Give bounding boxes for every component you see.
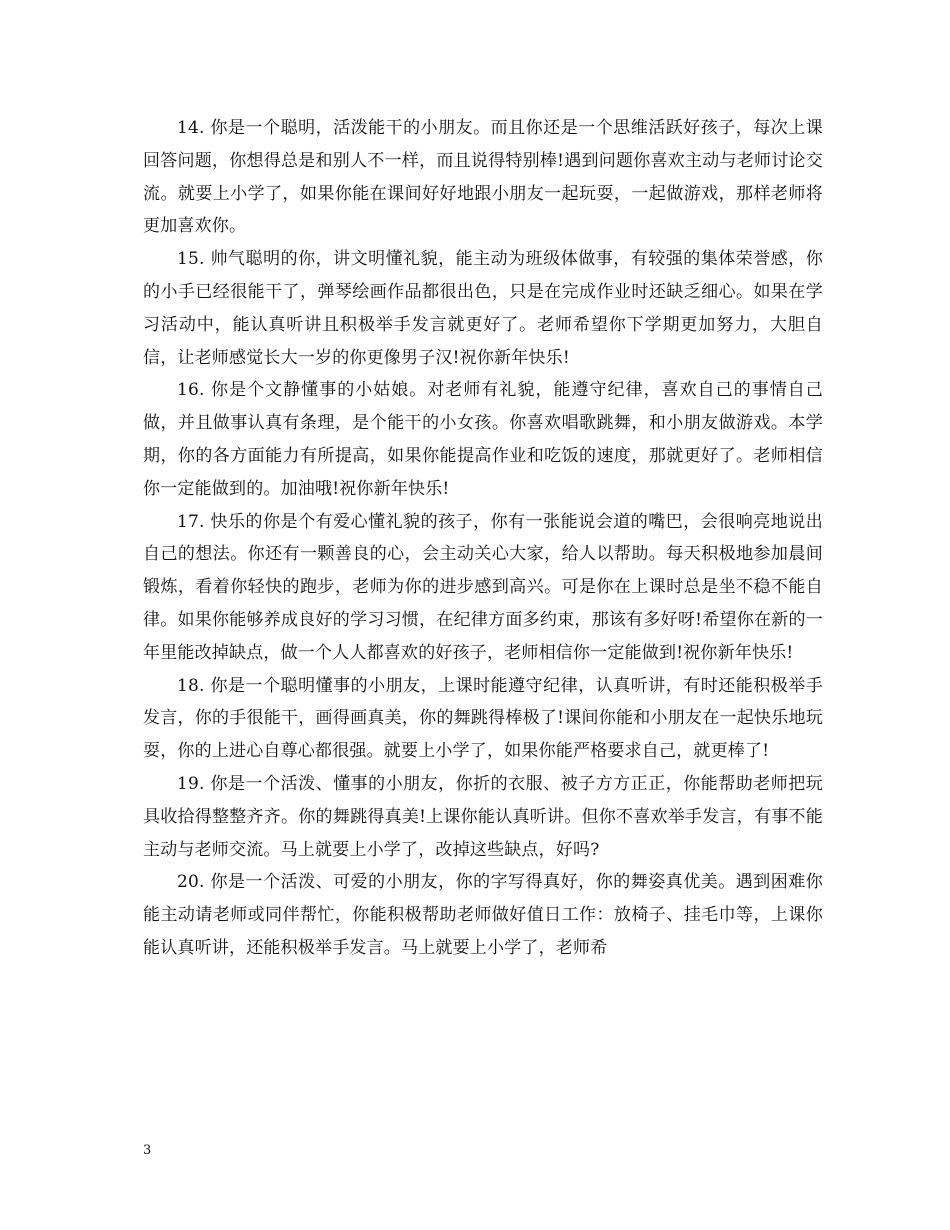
document-body — [143, 112, 823, 965]
paragraph-16: 16. 你是个文静懂事的小姑娘。对老师有礼貌，能遵守纪律，喜欢自己的事情自己做，并且做事认真有条理，是个能干的小女孩。你喜欢唱歌跳舞，和小朋友做游戏。本学期，你的各方面能力有所提高，如果你能提高作业和吃饭的速度，那就更好了。老师相信你一定能做到的。加油哦!祝你新年快乐! — [143, 380, 823, 499]
paragraph-17: 17. 快乐的你是个有爱心懂礼貌的孩子，你有一张能说会道的嘴巴，会很响亮地说出自己的想法。你还有一颗善良的心，会主动关心大家，给人以帮助。每天积极地参加晨间锻炼，看着你轻快的跑步，老师为你的进步感到高兴。可是你在上课时总是坐不稳不能自律。如果你能够养成良好的学习习惯，在纪律方面多约束，那该有多好呀!希望你在新的一年里能改掉缺点，做一个人人都喜欢的好孩子，老师相信你一定能做到!祝你新年快乐! — [143, 511, 823, 663]
paragraph-19: 19. 你是一个活泼、懂事的小朋友，你折的衣服、被子方方正正，你能帮助老师把玩具收拾得整整齐齐。你的舞跳得真美!上课你能认真听讲。但你不喜欢举手发言，有事不能主动与老师交流。马上就要上小学了，改掉这些缺点，好吗? — [143, 773, 823, 860]
page-number: 3 — [143, 1143, 152, 1158]
paragraph-14: 14. 你是一个聪明，活泼能干的小朋友。而且你还是一个思维活跃好孩子，每次上课回答问题，你想得总是和别人不一样，而且说得特别棒!遇到问题你喜欢主动与老师讨论交流。就要上小学了，如果你能在课间好好地跟小朋友一起玩耍，一起做游戏，那样老师将更加喜欢你。 — [143, 118, 823, 237]
paragraph-15: 15. 帅气聪明的你，讲文明懂礼貌，能主动为班级体做事，有较强的集体荣誉感，你的小手已经很能干了，弹琴绘画作品都很出色，只是在完成作业时还缺乏细心。如果在学习活动中，能认真听讲且积极举手发言就更好了。老师希望你下学期更加努力，大胆自信，让老师感觉长大一岁的你更像男子汉!祝你新年快乐! — [143, 249, 823, 368]
paragraph-20: 20. 你是一个活泼、可爱的小朋友，你的字写得真好，你的舞姿真优美。遇到困难你能主动请老师或同伴帮忙，你能积极帮助老师做好值日工作：放椅子、挂毛巾等，上课你能认真听讲，还能积极举手发言。马上就要上小学了，老师希 — [143, 872, 823, 958]
paragraph-18: 18. 你是一个聪明懂事的小朋友，上课时能遵守纪律，认真听讲，有时还能积极举手发言，你的手很能干，画得画真美，你的舞跳得棒极了!课间你能和小朋友在一起快乐地玩耍，你的上进心自尊心都很强。就要上小学了，如果你能严格要求自己，就更棒了! — [143, 675, 823, 762]
